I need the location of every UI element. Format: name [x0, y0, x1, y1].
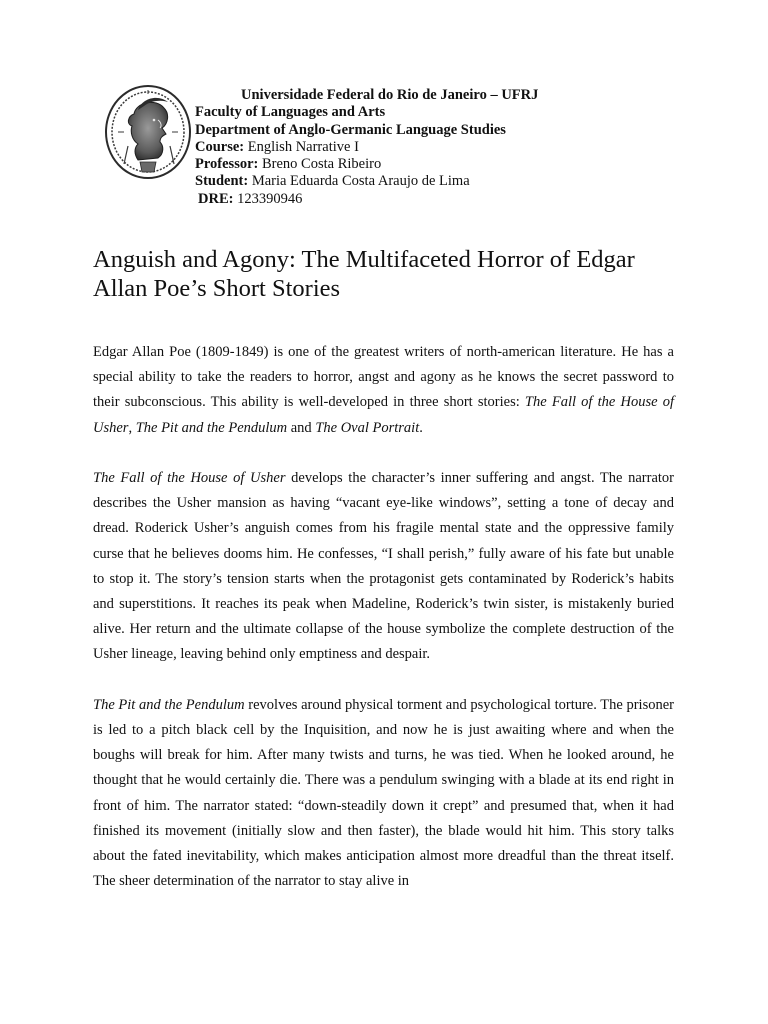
paragraph-intro — [93, 340, 674, 441]
work-title: The Oval Portrait — [315, 419, 420, 436]
course-line — [195, 139, 715, 156]
work-title: The Pit and the Pendulum — [93, 696, 245, 713]
work-title: The Pit and the Pendulum — [135, 419, 288, 436]
dre-line — [195, 191, 715, 208]
university-seal-icon — [104, 84, 192, 180]
department-name: Department of Anglo-Germanic Language Studies — [195, 121, 506, 138]
course-label: Course: — [195, 138, 245, 155]
professor-value: Breno Costa Ribeiro — [258, 156, 382, 173]
paragraph-text: . — [419, 419, 423, 436]
essay-body — [93, 340, 674, 920]
professor-label: Professor: — [195, 156, 259, 173]
paragraph-text: develops the character’s inner suffering and angst. The narrator describes the Usher mansion as having “vacant eye-like windows”, setting a tone of decay and dread. Roderick Usher’s anguish comes from his fragile mental state and the oppressive family curse that he believes dooms him. He confesses, “I shall perish,” fully aware of his fate but unable to stop it. The story’s tension starts when the protagonist gets contaminated by Roderick’s habits and superstitions. It reaches its peak when Madeline, Roderick’s twin sister, is mistakenly buried alive. Her return and the ultimate collapse of the house symbolize the complete destruction of the Usher lineage, leaving behind only emptiness and despair. — [93, 470, 674, 663]
course-value: English Narrative I — [244, 138, 359, 155]
paragraph-text: and — [287, 419, 316, 436]
university-name: Universidade Federal do Rio de Janeiro – UFRJ — [241, 87, 539, 103]
document-header — [195, 87, 715, 208]
paragraph-pendulum — [93, 693, 674, 895]
student-label: Student: — [195, 173, 249, 190]
paragraph-text: , — [128, 419, 136, 436]
work-title: The Fall of the House of Usher — [93, 394, 674, 436]
work-title: The Fall of the House of Usher — [93, 470, 286, 486]
professor-line — [195, 156, 715, 173]
dre-label: DRE: — [198, 190, 234, 207]
faculty-name: Faculty of Languages and Arts — [195, 104, 386, 121]
student-line — [195, 173, 715, 190]
paragraph-text: revolves around physical torment and psychological torture. The prisoner is led to a pitch black cell by the Inquisition, and now he is just awaiting where and when the boughs will break for him. After many twists and turns, he was tied. When he looked around, he thought that he would certainly die. There was a pendulum swinging with a blade at its end right in front of him. The narrator stated: “down-steadily down it crept” and presumed that, when it had finished its movement (initially slow and then faster), the blade would hit him. This story talks about the fated inevitability, which makes anticipation almost more dreadful than the threat itself. The sheer determination of the narrator to stay alive in — [93, 696, 674, 890]
paragraph-text: Edgar Allan Poe (1809-1849) is one of the greatest writers of north-american literature. He has a special ability to take the readers to horror, angst and agony as he knows the secret password to their subconscious. This ability is well-developed in three short stories: — [93, 344, 674, 411]
student-value: Maria Eduarda Costa Araujo de Lima — [248, 173, 470, 190]
paragraph-usher — [93, 466, 674, 668]
essay-title: Anguish and Agony: The Multifaceted Horror of Edgar Allan Poe’s Short Stories — [93, 246, 635, 302]
dre-value: 123390946 — [233, 190, 303, 207]
